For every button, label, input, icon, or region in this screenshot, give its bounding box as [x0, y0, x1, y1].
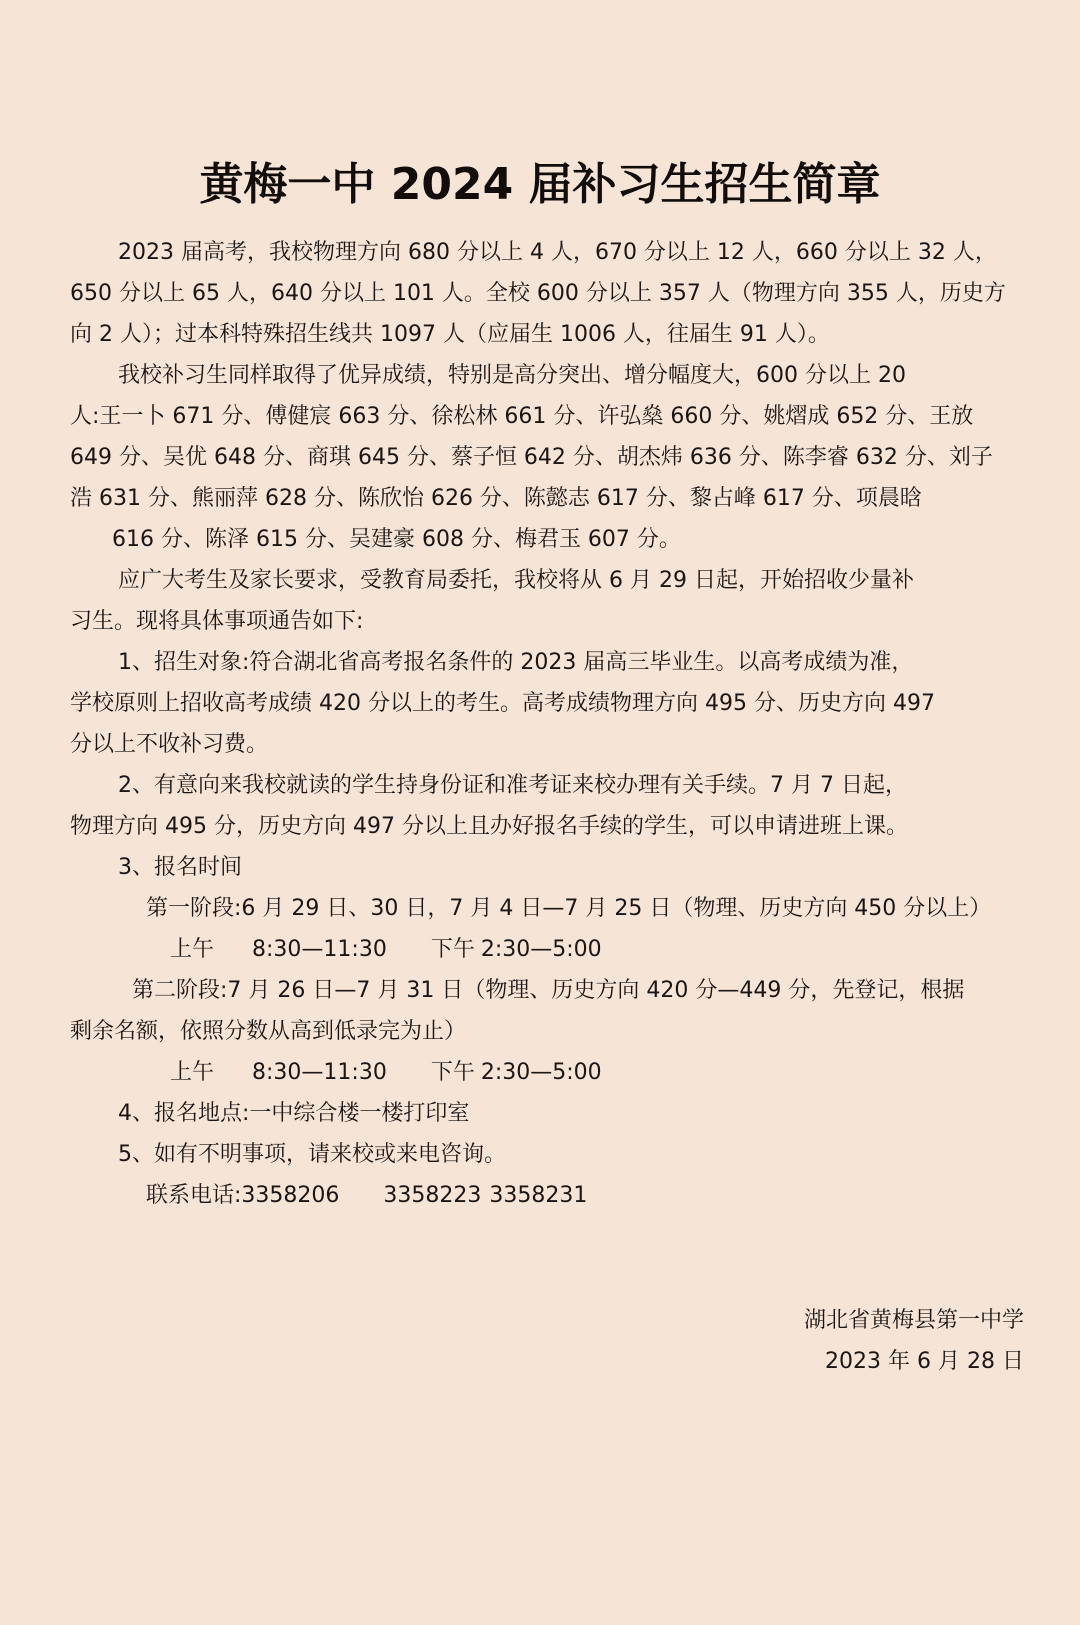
stage2-pm-time: 2:30—5:00	[480, 1060, 602, 1085]
stage1-am-label: 上午	[170, 937, 215, 962]
repeat-students-line-2: 人:王一卜 671 分、傅健宸 663 分、徐松林 661 分、许弘燊 660 分、姚熠成 652 分、王放	[70, 404, 974, 429]
repeat-students-line-5: 616 分、陈泽 615 分、吴建豪 608 分、梅君玉 607 分。	[112, 527, 681, 552]
announcement-line-1: 应广大考生及家长要求，受教育局委托，我校将从 6 月 29 日起，开始招收少量补	[118, 568, 914, 593]
stage2-dates-line-1: 第二阶段:7 月 26 日—7 月 31 日（物理、历史方向 420 分—449 分，先登记，根据	[132, 978, 965, 1003]
results-paragraph-line-2: 650 分以上 65 人，640 分以上 101 人。全校 600 分以上 357 人（物理方向 355 人，历史方	[70, 281, 1006, 306]
repeat-students-line-4: 浩 631 分、熊丽萍 628 分、陈欣怡 626 分、陈懿志 617 分、黎占峰 617 分、项晨晗	[70, 486, 922, 511]
stage2-am-time: 8:30—11:30	[252, 1060, 387, 1085]
item1-line-3: 分以上不收补习费。	[70, 732, 269, 757]
results-paragraph-line-1: 2023 届高考，我校物理方向 680 分以上 4 人，670 分以上 12 人，660 分以上 32 人，	[118, 240, 997, 265]
item1-line-1: 1、招生对象:符合湖北省高考报名条件的 2023 届高三毕业生。以高考成绩为准，	[118, 650, 914, 675]
stage1-pm-label: 下午	[430, 937, 475, 962]
signature-school: 湖北省黄梅县第一中学	[803, 1308, 1024, 1333]
item1-line-2: 学校原则上招收高考成绩 420 分以上的考生。高考成绩物理方向 495 分、历史方向 497	[70, 691, 935, 716]
stage2-am-label: 上午	[170, 1060, 215, 1085]
item2-line-1: 2、有意向来我校就读的学生持身份证和准考证来校办理有关手续。7 月 7 日起，	[118, 773, 907, 798]
results-paragraph-line-3: 向 2 人）；过本科特殊招生线共 1097 人（应届生 1006 人，往届生 91 人）。	[70, 322, 830, 347]
phone-number-1: 3358206	[241, 1183, 340, 1208]
contact-label: 联系电话:	[146, 1183, 242, 1208]
stage1-pm-time: 2:30—5:00	[480, 937, 602, 962]
phone-number-2: 3358223	[383, 1183, 482, 1208]
item4-location: 4、报名地点:一中综合楼一楼打印室	[118, 1101, 470, 1126]
document-title: 黄梅一中 2024 届补习生招生简章	[199, 159, 881, 210]
stage2-hours	[170, 1058, 602, 1088]
repeat-students-line-3: 649 分、吴优 648 分、商琪 645 分、蔡子恒 642 分、胡杰炜 636 分、陈李睿 632 分、刘子	[70, 445, 993, 470]
announcement-line-2: 习生。现将具体事项通告如下:	[70, 609, 364, 634]
item3-heading: 3、报名时间	[118, 855, 242, 880]
item2-line-2: 物理方向 495 分，历史方向 497 分以上且办好报名手续的学生，可以申请进班上课。	[70, 814, 908, 839]
stage1-hours	[170, 935, 602, 965]
item5-inquiry: 5、如有不明事项，请来校或来电咨询。	[118, 1142, 506, 1167]
stage2-pm-label: 下午	[430, 1060, 475, 1085]
phone-number-3: 3358231	[489, 1183, 588, 1208]
stage2-dates-line-2: 剩余名额，依照分数从高到低录完为止）	[70, 1019, 467, 1044]
contact-phones	[146, 1181, 587, 1211]
signature-date: 2023 年 6 月 28 日	[825, 1349, 1024, 1374]
repeat-students-line-1: 我校补习生同样取得了优异成绩，特别是高分突出、增分幅度大，600 分以上 20	[118, 363, 906, 388]
stage1-dates: 第一阶段:6 月 29 日、30 日，7 月 4 日—7 月 25 日（物理、历史方向 450 分以上）	[146, 896, 992, 921]
stage1-am-time: 8:30—11:30	[252, 937, 387, 962]
